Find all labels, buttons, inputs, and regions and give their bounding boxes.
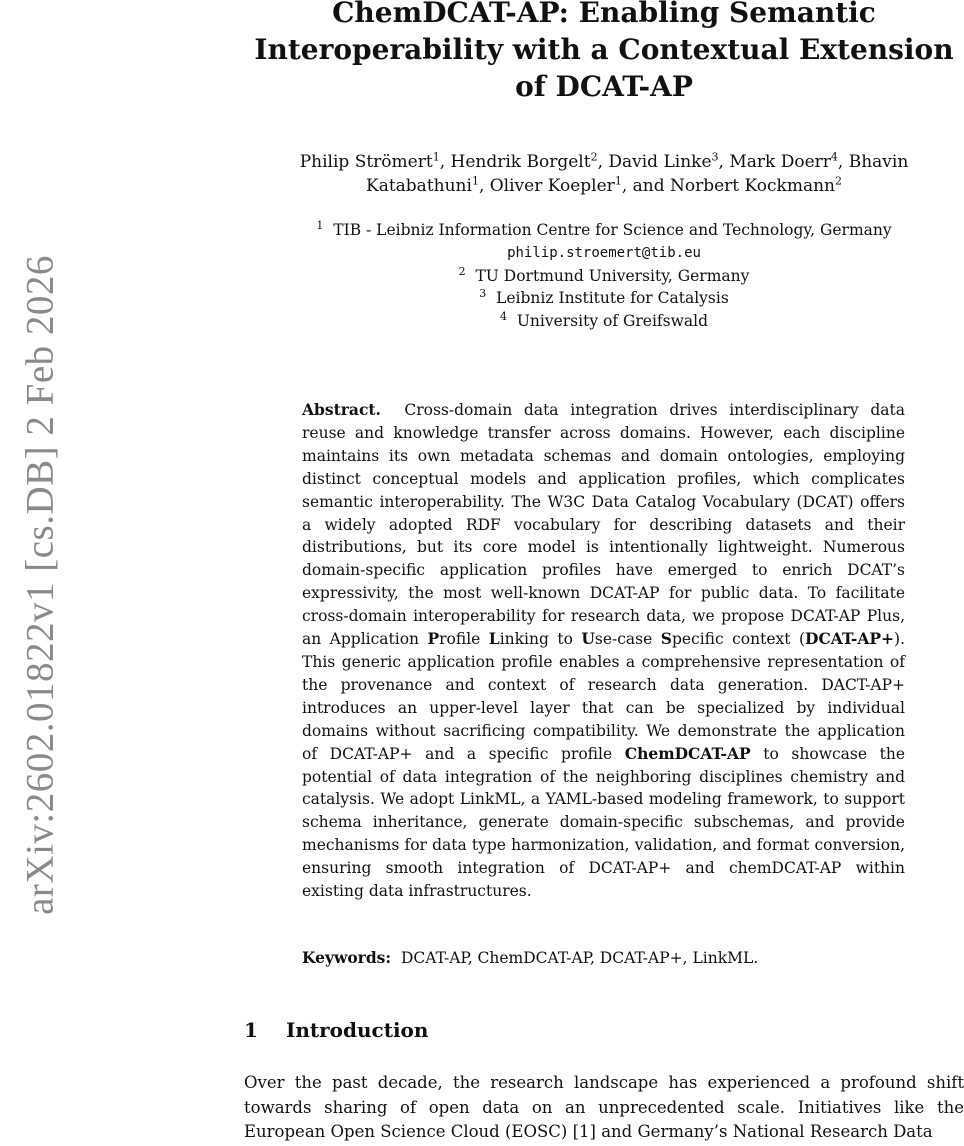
acronym-letter: U (581, 629, 595, 649)
acronym-letter: L (488, 629, 500, 649)
abstract (302, 399, 905, 903)
author-separator: , (439, 152, 451, 172)
abstract-text: pecific context ( (671, 630, 805, 649)
author-name: Philip Strömert (299, 152, 433, 172)
author-affiliation-mark: 1 (432, 150, 440, 164)
author-separator: , (837, 152, 849, 172)
affiliations (244, 219, 964, 333)
intro-paragraph: Over the past decade, the research landscape has experienced a profound shift towards sharing of open data on an unprecedented scale. Initiatives like the European Open Science Cloud (EOSC) [1] and Germany’s National Research Data (244, 1073, 964, 1141)
abstract-text: to showcase the potential of data integration of the neighboring disciplines chemistry and catalysis. We adopt LinkML, a YAML-based modeling framework, to support schema inheritance, generate domain-specific subschemas, and provide mechanisms for data type harmonization, validation, and format conversion, ensuring smooth integration of DCAT-AP+ and chemDCAT-AP within existing data infrastructures. (302, 744, 905, 901)
affiliation-1 (244, 219, 964, 242)
abstract-text: rofile (439, 630, 489, 649)
abstract-text: Cross-domain data integration drives interdisciplinary data reuse and knowledge transfer across domains. However, each discipline maintains its own metadata schemas and domain ontologies, employing distinct conceptual models and application profiles, which complicates semantic interoperability. The W3C Data Catalog Vocabulary (DCAT) offers a widely adopted RDF vocabulary for describing datasets and their distributions, but its core model is intentionally lightweight. Numerous domain-specific application profiles have emerged to enrich DCAT’s expressivity, the most well-known DCAT-AP for public data. To facilitate cross-domain interoperability for research data, we propose DCAT-AP Plus, an Application (302, 401, 905, 649)
author-name: Mark Doerr (729, 152, 831, 172)
author-separator: , (478, 176, 490, 196)
paper-title: ChemDCAT-AP: Enabling Semantic Interoperability with a Contextual Extension of DCAT-AP (254, 0, 954, 103)
section-number: 1 (244, 1018, 258, 1042)
section-heading (244, 1016, 428, 1044)
abstract-text: ). This generic application profile enables a comprehensive representation of the provenance and context of research data generation. DACT-AP+ introduces an upper-level layer that can be specialized by individual domains without sacrificing compatibility. We demonstrate the application of DCAT-AP+ and a specific profile (302, 630, 906, 763)
author-separator: , (597, 152, 609, 172)
author-separator: , and (621, 176, 670, 196)
section-title: Introduction (286, 1018, 429, 1042)
author-list (244, 150, 964, 198)
author-affiliation-mark: 4 (830, 150, 838, 164)
author-name: Oliver Koepler (489, 176, 615, 196)
author-name: David Linke (608, 152, 712, 172)
affiliation-name: University of Greifswald (516, 312, 709, 331)
affiliation-mark: 1 (316, 218, 324, 232)
profile-name: ChemDCAT-AP (624, 743, 751, 763)
author-name: Norbert Kockmann (670, 176, 835, 196)
affiliation-4 (244, 310, 964, 333)
keywords (302, 947, 905, 970)
affiliation-name: TU Dortmund University, Germany (475, 266, 750, 285)
author-affiliation-mark: 3 (711, 150, 719, 164)
affiliation-2 (244, 265, 964, 288)
author-separator: , (718, 152, 730, 172)
abstract-text: se-case (594, 630, 661, 649)
affiliation-3 (244, 287, 964, 310)
author-affiliation-mark: 2 (835, 174, 842, 188)
keywords-label: Keywords: (302, 948, 392, 967)
author-name: Hendrik Borgelt (450, 152, 591, 172)
author-name: Bhavin Katabathuni (366, 152, 909, 196)
keywords-text: DCAT-AP, ChemDCAT-AP, DCAT-AP+, LinkML. (401, 949, 759, 967)
acronym-term: DCAT-AP+ (805, 629, 895, 649)
author-affiliation-mark: 1 (614, 174, 622, 188)
author-affiliation-mark: 2 (590, 150, 598, 164)
affiliation-mark: 2 (458, 264, 466, 278)
author-affiliation-mark: 1 (471, 174, 479, 188)
acronym-letter: P (427, 629, 440, 649)
arxiv-identifier: arXiv:2602.01822v1 [cs.DB] 2 Feb 2026 (18, 255, 62, 915)
affiliation-name: TIB - Leibniz Information Centre for Science and Technology, Germany (333, 221, 892, 239)
abstract-label: Abstract. (302, 400, 381, 419)
author-email[interactable]: philip.stroemert@tib.eu (507, 244, 701, 261)
abstract-text: inking to (499, 630, 582, 649)
affiliation-mark: 4 (499, 310, 507, 324)
affiliation-mark: 3 (479, 287, 487, 301)
acronym-letter: S (660, 629, 672, 649)
affiliation-name: Leibniz Institute for Catalysis (496, 289, 729, 308)
